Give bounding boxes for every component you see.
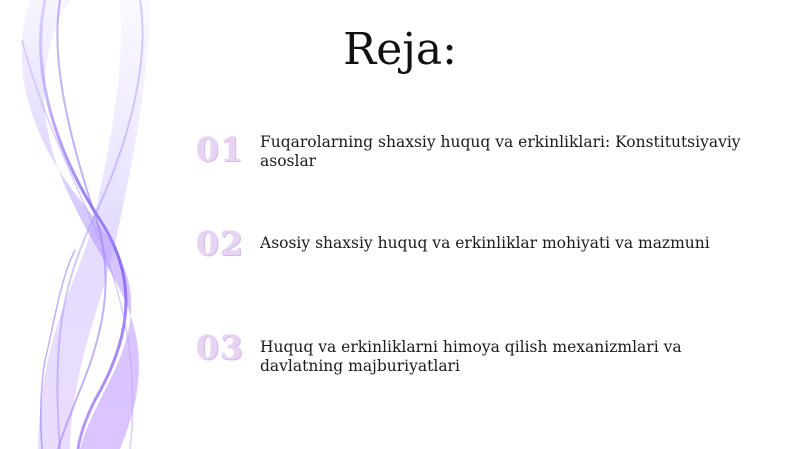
agenda-text: Asosiy shaxsiy huquq va erkinliklar mohiyati va mazmuni (260, 234, 710, 252)
agenda-number: 03 (196, 328, 244, 367)
agenda-number: 01 (196, 130, 244, 169)
agenda-item-3 (196, 326, 756, 386)
agenda-number: 02 (196, 224, 244, 263)
agenda-text: Huquq va erkinliklarni himoya qilish mexanizmlari va davlatning majburiyatlari (260, 338, 682, 375)
decorative-ribbon (0, 0, 200, 449)
slide-title: Reja: (343, 24, 457, 75)
agenda-item-1 (196, 128, 756, 188)
agenda-item-2 (196, 222, 756, 282)
agenda-text: Fuqarolarning shaxsiy huquq va erkinliklari: Konstitutsiyaviy asoslar (260, 133, 741, 170)
